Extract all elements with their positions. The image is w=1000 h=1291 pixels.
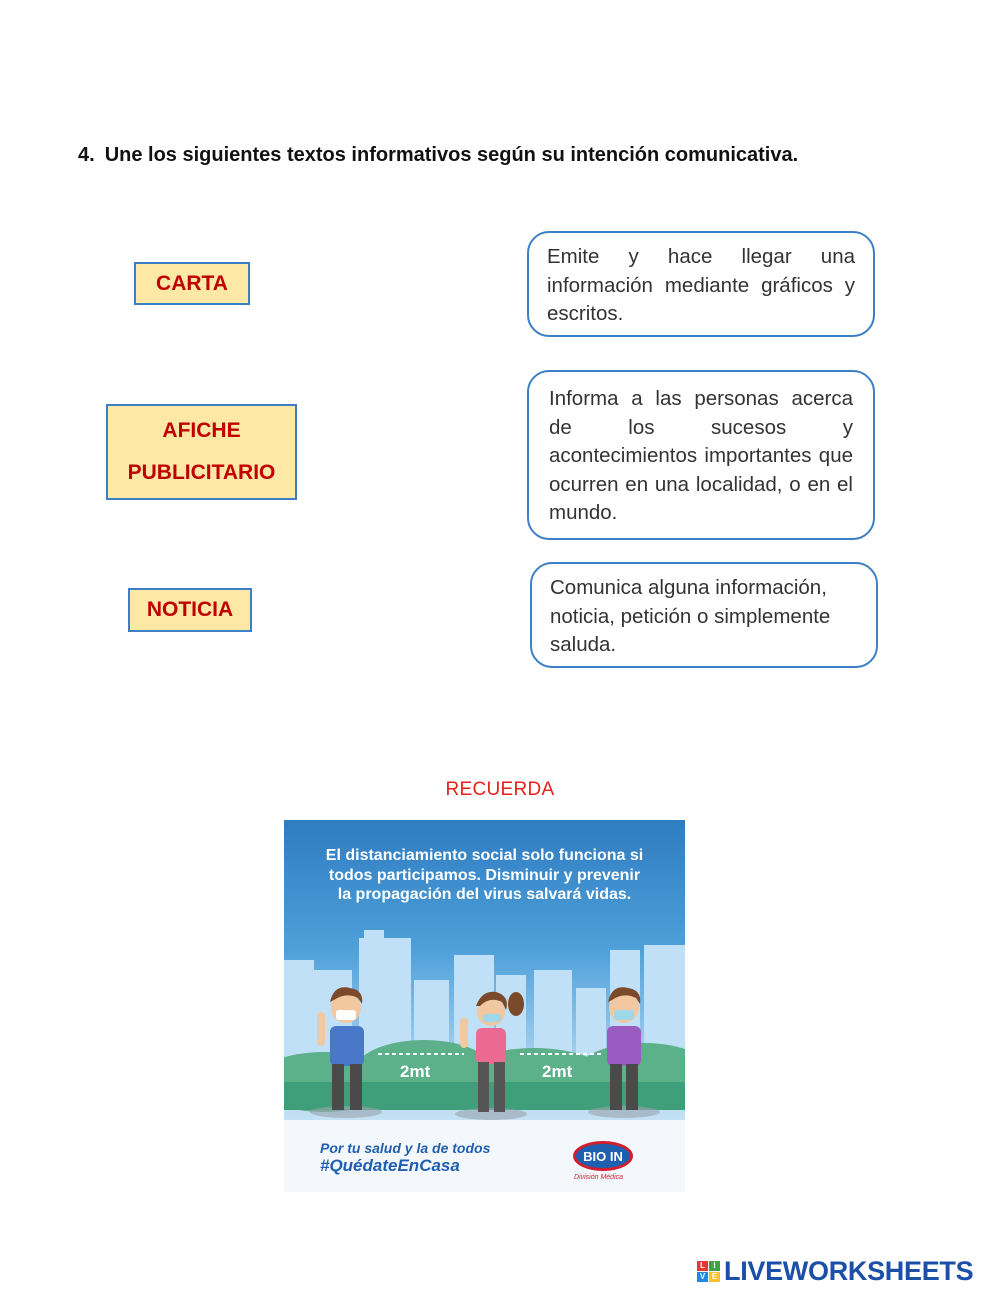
liveworksheets-brand[interactable] bbox=[697, 1255, 973, 1287]
poster-footer-hashtag: #QuédateEnCasa bbox=[320, 1156, 460, 1175]
question-text: Une los siguientes textos informativos según su intención comunicativa. bbox=[104, 144, 799, 166]
logo-letter-i: I bbox=[709, 1261, 720, 1271]
liveworksheets-logo-icon bbox=[697, 1261, 720, 1282]
logo-letter-l: L bbox=[697, 1261, 708, 1271]
bioin-logo-text: BIO IN bbox=[583, 1149, 623, 1164]
bioin-logo-icon bbox=[572, 1140, 634, 1172]
liveworksheets-wordmark: LIVEWORKSHEETS bbox=[724, 1255, 974, 1286]
recuerda-heading: RECUERDA bbox=[445, 779, 555, 800]
bioin-tagline: División Médica bbox=[574, 1174, 624, 1181]
label-noticia-text: NOTICIA bbox=[146, 598, 234, 621]
label-afiche-publicitario[interactable] bbox=[106, 404, 297, 500]
poster-headline: El distanciamiento social solo funciona si todos participamos. Disminuir y prevenir la propagación del virus salvará vidas. bbox=[325, 847, 644, 903]
distance-label-2: 2mt bbox=[542, 1062, 573, 1081]
poster-footer-line1: Por tu salud y la de todos bbox=[320, 1140, 491, 1156]
question-heading bbox=[78, 144, 798, 167]
label-afiche-line2: PUBLICITARIO bbox=[127, 461, 276, 484]
definition-box-3[interactable] bbox=[530, 562, 878, 668]
label-carta[interactable] bbox=[134, 262, 250, 305]
social-distancing-poster bbox=[284, 820, 685, 1192]
logo-letter-v: V bbox=[697, 1272, 708, 1282]
definition-box-2[interactable] bbox=[527, 370, 875, 540]
poster-footer bbox=[320, 1140, 490, 1176]
logo-letter-e: E bbox=[709, 1272, 720, 1282]
question-number: 4. bbox=[78, 144, 95, 166]
label-noticia[interactable] bbox=[128, 588, 252, 632]
label-afiche-line1: AFICHE bbox=[162, 419, 241, 442]
definition-text-1: Emite y hace llegar una información mediante gráficos y escritos. bbox=[547, 245, 855, 325]
label-carta-text: CARTA bbox=[156, 271, 228, 295]
definition-text-2: Informa a las personas acerca de los sucesos y acontecimientos importantes que ocurren en una localidad, o en el mundo. bbox=[549, 387, 853, 524]
distance-label-1: 2mt bbox=[400, 1062, 431, 1081]
definition-text-3: Comunica alguna información, noticia, petición o simplemente saluda. bbox=[550, 576, 831, 656]
definition-box-1[interactable] bbox=[527, 231, 875, 337]
